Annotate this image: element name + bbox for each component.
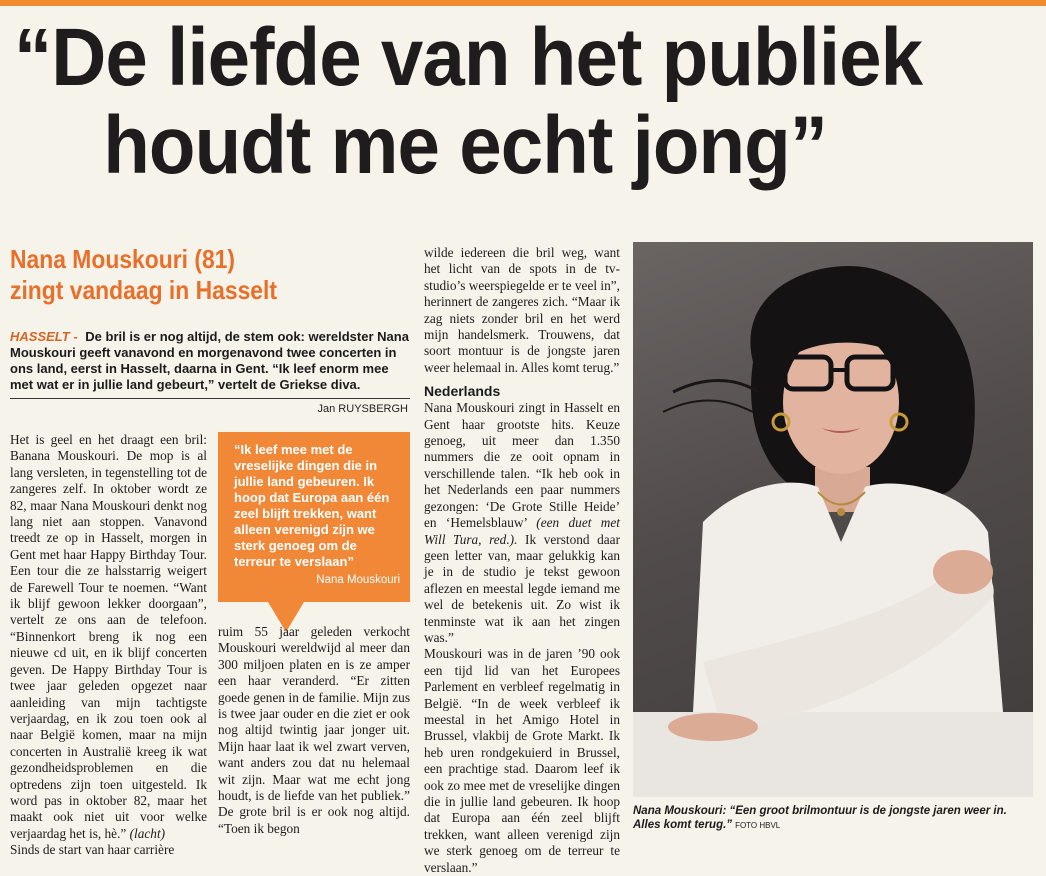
paragraph bbox=[10, 432, 207, 842]
paragraph-aside: (lacht) bbox=[129, 825, 166, 841]
dateline: HASSELT - bbox=[10, 329, 78, 344]
headline bbox=[14, 14, 963, 190]
caption-text: Nana Mouskouri: “Een groot brilmontuur is de jongste jaren weer in. Alles komt terug.” bbox=[633, 805, 1007, 831]
paragraph: Sinds de start van haar carrière bbox=[10, 842, 175, 858]
intro-text: De bril is er nog altijd, de stem ook: wereldster Nana Mouskouri geeft vanavond en morgenavond twee concerten in ons land, eerst in Hasselt, daarna in Gent. “Ik leef enorm mee met wat er in jullie land gebeurt,” vertelt de Griekse diva. bbox=[10, 329, 409, 392]
pull-quote-text: “Ik leef mee met de vreselijke dingen die in jullie land gebeuren. Ik hoop dat Europa aan één zeel blijft trekken, want alleen verenigd zijn we sterk genoeg om de terreur te verslaan” bbox=[234, 442, 390, 569]
paragraph bbox=[424, 400, 620, 646]
photo-credit: FOTO HBVL bbox=[735, 821, 781, 830]
top-accent-bar bbox=[0, 0, 1046, 6]
divider-rule bbox=[10, 398, 410, 399]
kicker-line-1: Nana Mouskouri (81) bbox=[10, 244, 236, 274]
headline-line-2: houdt me echt jong” bbox=[103, 100, 827, 191]
paragraph: ruim 55 jaar geleden verkocht Mouskouri wereldwijd al meer dan 300 miljoen platen en is ze amper een haar veranderd. “Er zitten goede genen in de familie. Mijn zus is twee jaar ouder en die ziet er ook nog altijd twintig jaar jonger uit. Mijn haar laat ik wel zwart verven, want anders zou dat nu helemaal wit zijn. Maar wat me echt jong houdt, is de liefde van het publiek.” De grote bril is er ook nog altijd. “Toen ik begon bbox=[218, 624, 410, 836]
portrait-photo bbox=[633, 242, 1033, 797]
photo-caption bbox=[633, 804, 1035, 833]
byline: Jan RUYSBERGH bbox=[317, 403, 408, 415]
paragraph-text: Nana Mouskouri zingt in Hasselt en Gent haar grootste hits. Keuze genoeg, uit meer dan 1.350 nummers die ze ooit opnam in verschillende talen. “Ik heb ook in het Nederlands een paar nummers gezongen: ‘De Grote Stille Heide’ en ‘Hemelsblauw’ bbox=[424, 400, 620, 531]
paragraph-text: Het is geel en het draagt een bril: Banana Mouskouri. De mop is al lang versleten, in tegenstelling tot de zangeres zelf. In oktober wordt ze 82, maar Nana Mouskouri denkt nog lang niet aan stoppen. Vanavond treedt ze op in Hasselt, morgen in Gent met haar Happy Birthday Tour. Een tour die ze halsstarrig weigert de Farewell Tour te noemen. “Want ik blijf gewoon lekker doorgaan”, vertelt ze ons aan de telefoon. “Binnenkort breng ik nog een nieuwe cd uit, en ik blijf concerten geven. De Happy Birthday Tour is twee jaar geleden opgezet naar aanleiding van mijn tachtigste verjaardag, en ik zou toen ook al naar België komen, maar na mijn concerten in Australië kreeg ik wat gezondheidsproblemen en die optredens zijn toen uitgesteld. Ik word pas in oktober 82, maar het maakt ook niet uit voor welke verjaardag het is, hè.” bbox=[10, 432, 207, 841]
pull-quote bbox=[218, 432, 410, 602]
paragraph: wilde iedereen die bril weg, want het licht van de spots in de tv-studio’s weerspiegelde er te veel in”, herinnert de zangeres zich. “Maar ik zag niets zonder bril en het werd mijn handelsmerk. Trouwens, dat soort montuur is de jongste jaren weer helemaal in. Alles komt terug.” bbox=[424, 245, 620, 375]
portrait-illustration bbox=[633, 242, 1033, 797]
article-column-2 bbox=[218, 624, 410, 837]
headline-line-1: “De liefde van het publiek bbox=[14, 12, 923, 103]
subheading: Nederlands bbox=[424, 383, 501, 400]
article-column-3 bbox=[424, 245, 620, 876]
kicker bbox=[10, 244, 362, 306]
paragraph-text: Ik verstond daar geen letter van, maar gelukkig kan je in de studio je tekst gewoon aflezen en meestal legde iemand me wel de betekenis uit. Zo wist ik tenminste wat ik aan het zingen was.” bbox=[424, 531, 620, 645]
kicker-line-2: zingt vandaag in Hasselt bbox=[10, 275, 277, 305]
paragraph: Mouskouri was in de jaren ’90 ook een tijd lid van het Europees Parlement en verbleef regelmatig in België. “In de week verbleef ik meestal in het Amigo Hotel in Brussel, vlakbij de Grote Markt. Ik heb uren rondgekuierd in Brussel, een prachtige stad. Daarom leef ik ook zo mee met de vreselijke dingen die in jullie land gebeuren. Ik hoop dat Europa aan één zeel blijft trekken, want alleen verenigd zijn we sterk genoeg om de terreur te verslaan.” bbox=[424, 646, 620, 875]
intro-lead bbox=[10, 329, 410, 393]
pull-quote-attribution: Nana Mouskouri bbox=[316, 574, 400, 586]
article-column-1 bbox=[10, 432, 207, 859]
paragraph-aside: (een duet met Will Tura, red.). bbox=[424, 515, 620, 547]
